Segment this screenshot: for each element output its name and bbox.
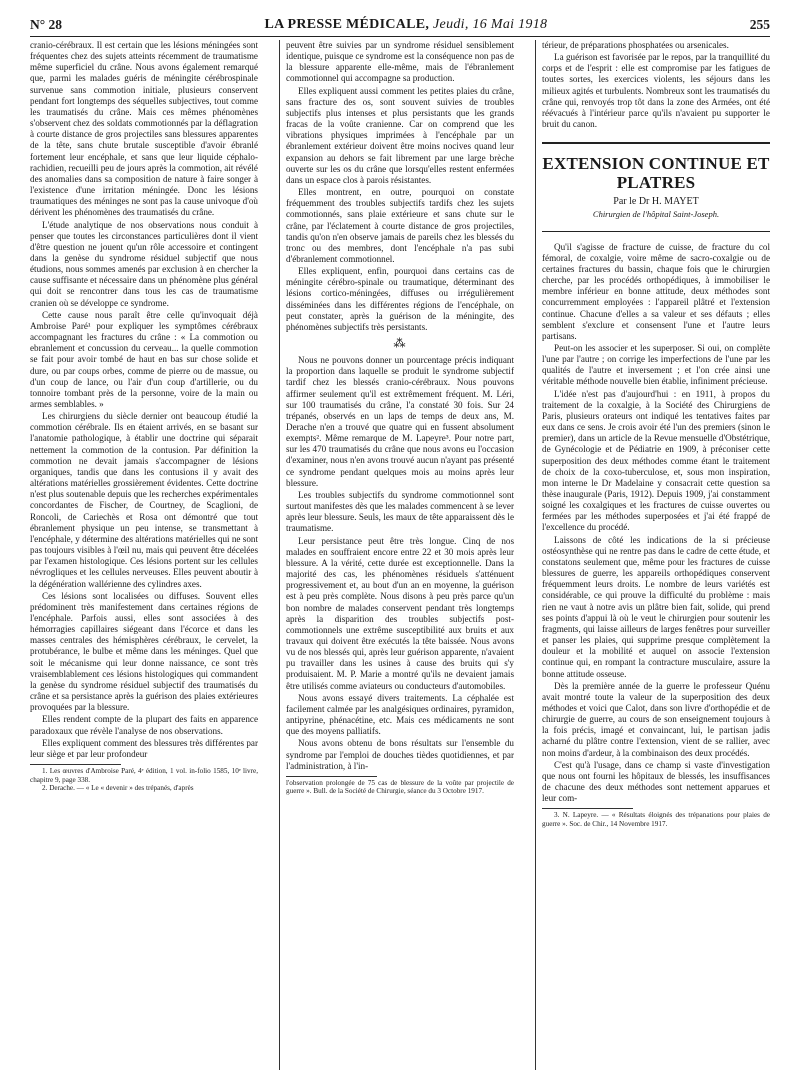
footnote-separator	[30, 764, 121, 765]
paragraph: peuvent être suivies par un syndrome résiduel sensiblement identique, puisque ce syndrome est la conséquence non pas de la blessure apparente elle-même, mais de l'ébranlement commotionnel qui accompagne sa production.	[286, 40, 514, 84]
footnote: 1. Les œuvres d'Ambroise Paré, 4ᵉ édition, 1 vol. in-folio 1585, 10ᵉ livre, chapitre 9, page 338.	[30, 767, 258, 784]
paragraph: Nous avons essayé divers traitements. La céphalée est facilement calmée par les analgésiques ordinaires, pyramidon, antipyrine, phénacétine, etc. Mais ces médicaments ne sont que des moyens palliatifs.	[286, 692, 514, 737]
paragraph: Elles expliquent comment des blessures très différentes par leur siège et par leur profondeur	[30, 737, 258, 759]
journal-name: LA PRESSE MÉDICALE,	[264, 17, 430, 32]
paragraph: L'idée n'est pas d'aujourd'hui : en 1911, à propos du traitement de la coxalgie, à la Société des Chirurgiens de Paris, plusieurs orateurs ont indiqué les tentatives faites par eux dans ce sens. Je crois avoir été l'un des premiers (sinon le premier), dans un article de la Revue mensuelle d'Obstétrique, de Gynécologie et de Pédiatrie en 1909, à préconiser cette superposition des deux méthodes comme étant le traitement de choix de la coxo-tuberculose, et, sous mon inspiration, mon interne le Dr Madelaine y consacrait cette question sa thèse inaugurale (Paris, 1912). Depuis 1909, j'ai constamment soigné les coxalgiques et les fractures de cuisse ouvertes ou fermées par les méthodes superposées et j'ai été frappé de l'excellence du procédé.	[542, 388, 770, 533]
paragraph: Elles rendent compte de la plupart des faits en apparence paradoxaux que révèle l'analyse de nos observations.	[30, 714, 258, 736]
column-3	[542, 40, 770, 1040]
paragraph: La guérison est favorisée par le repos, par la tranquillité du corps et de l'esprit : elle est compromise par les fatigues de toutes sortes, les exercices violents, les séjours dans les milieux agités et turbulents. Nombreux sont les traumatisés du crâne qui, renvoyés trop tôt dans la zone des Armées, ont été réévacués à l'intérieur parce qu'ils n'avaient pu supporter le bruit du canon.	[542, 52, 770, 130]
paragraph: Elles expliquent, enfin, pourquoi dans certains cas de méningite cérébro-spinale ou traumatique, déterminant des lésions cortico-méningées, diffuses ou irrégulièrement disséminées dans les différentes régions de l'encéphale, on peut constater, après la guérison de la méningite, des phénomènes subjectifs très persistants.	[286, 266, 514, 332]
article-author: Par le Dr H. MAYET	[613, 196, 699, 208]
paragraph: L'étude analytique de nos observations nous conduit à penser que toutes les circonstances particulières dont il vient d'être question ne jouent qu'un rôle accessoire et contingent dans la genèse du syndrome résiduel subjectif que nous étudions, nous sommes amenés par exclusion à en chercher la cause suffisante et nécessaire dans un phénomène plus général qui doit se rencontrer dans tous les cas de traumatisme cranien où se développe ce syndrome.	[30, 219, 258, 308]
section-break-asterism: ⁂	[393, 336, 407, 351]
paragraph: Leur persistance peut être très longue. Cinq de nos malades en souffraient encore entre 22 et 30 mois après leur blessure. A la vérité, cette durée est exceptionnelle. Dans la majorité des cas, les phénomènes résiduels s'atténuent progressivement et, au bout d'un an en moyenne, la guérison est à peu près complète. Nous disons à peu près parce qu'un bon nombre de malades conservent pendant très longtemps après la disparition des troubles subjectifs post-commotionnels une extrême susceptibilité aux bruits et aux travaux qui doivent être exécutés la tête baissée. Nous avons vu de nos blessés qui, après leur guérison apparente, n'avaient pu travailler dans les usines à cause des bruits qui s'y produisaient. M. P. Marie a montré qu'ils ne devaient jamais être utilisés comme aviateurs ou conducteurs d'automobiles.	[286, 535, 514, 691]
footnote: 3. N. Lapeyre. — « Résultats éloignés des trépanations pour plaies de guerre ». Soc. de Chir., 14 Novembre 1917.	[542, 811, 770, 828]
paragraph: Nous ne pouvons donner un pourcentage précis indiquant la proportion dans laquelle se produit le syndrome subjectif tardif chez les blessés cranio-cérébraux. Nous pouvons affirmer seulement qu'il est extrêmement fréquent. M. Léri, sur 100 traumatisés du crâne, l'a constaté 30 fois. Sur 24 trépanés, observés en un laps de temps de deux ans, M. Derache n'en a trouvé que quatre qui en fussent absolument exempts². Même remarque de M. Lapeyre³. Pour notre part, sur les 470 traumatisés du crâne que nous avons eu l'occasion d'examiner, nous n'en avons trouvé aucun n'ayant pas présenté ce syndrome pendant quelques mois au moins après leur blessure.	[286, 355, 514, 488]
footnote-separator	[542, 808, 633, 809]
paragraph: térieur, de préparations phosphatées ou arsenicales.	[542, 40, 729, 50]
page-number: 255	[749, 17, 770, 32]
paragraph: Les troubles subjectifs du syndrome commotionnel sont surtout manifestes dès que les malades commencent à se lever après leur blessure. Seuls, les maux de tête apparaissent dès le traumatisme.	[286, 489, 514, 534]
paragraph: Qu'il s'agisse de fracture de cuisse, de fracture du col fémoral, de coxalgie, voire même de sacro-coxalgie ou de certaines fractures du bassin, chaque fois que le chirurgien cherche, par les procédés orthopédiques, à immobiliser le membre inférieur en bonne attitude, deux méthodes sont concurremment employées : l'appareil plâtré et l'extension continue. Chacune d'elles a sa valeur et ses défauts ; elles semblent s'exclure et consensent l'une et l'autre leurs partisans.	[542, 241, 770, 341]
paragraph: Ces lésions sont localisées ou diffuses. Souvent elles prédominent très manifestement dans certaines régions de l'encéphale. Parfois aussi, elles sont associées à des hémorragies capillaires siégeant dans l'écorce et dans les masses centrales des hémisphères cérébraux, le cervelet, la protubérance, le bulbe et même dans les méninges. Quel que soit le mécanisme qui leur donne naissance, ce sont très vraisemblablement ces lésions histologiques qui commandent la genèse du syndrome résiduel subjectif des traumatisés du crâne et sa persistance après la guérison des plaies extérieures provoquées par la blessure.	[30, 590, 258, 713]
paragraph: C'est qu'à l'usage, dans ce champ si vaste d'investigation que nous ont fourni les hôpitaux de blessés, les insuffisances de chacune des deux méthodes sont nettement apparues et leur com-	[542, 759, 770, 804]
article-title: EXTENSION CONTINUE ET PLATRES	[542, 154, 770, 193]
masthead	[264, 17, 547, 33]
column-rule-left	[279, 40, 280, 1070]
paragraph: Peut-on les associer et les superposer. Si oui, on complète l'une par l'autre ; on corrige les imperfections de l'une par les qualités de l'autre et inversement ; et l'on crée ainsi une véritable méthode nouvelle bien établie, infiniment précieuse.	[542, 342, 770, 387]
paragraph: Les chirurgiens du siècle dernier ont beaucoup étudié la commotion cérébrale. Ils en étaient arrivés, en se basant sur l'anatomie pathologique, à établir une doctrine qui séparait nettement la commotion de la contusion. Par définition la commotion ne devait jamais s'accompagner de lésions organiques, tandis que dans les contusions il y avait des altérations matérielles grossièrement évidentes. Cette doctrine n'est plus soutenable depuis que les recherches expérimentales concordantes de Fischer, de Courtney, de Scaglioni, de Roncoli, de Cariechès et Rosa ont démontré que tout ébranlement physique un peu intense, se transmettant à l'encéphale, y détermine des altérations matérielles qui ne sont pas toujours visibles à l'œil nu, mais qui peuvent être décelées par l'examen histologique. Ces lésions portent sur les cellules névrogliques et les cellules nerveuses. Elles peuvent aboutir à la dégénération wallérienne des cylindres axes.	[30, 411, 258, 589]
paragraph: Dès la première année de la guerre le professeur Quénu avait montré toute la valeur de la superposition des deux méthodes et voici que Calot, dans son livre d'orthopédie et de chirurgie de guerre, au cours de son enseignement toujours à la fois précis, imagé et convaincant, lui, le partisan jadis acharné du plâtre contre l'extension, vient de se rallier, avec non moins d'ardeur, à la combinaison des deux procédés.	[542, 680, 770, 758]
article-heading	[542, 142, 770, 231]
column-1	[30, 40, 258, 1040]
issue-number: N° 28	[30, 17, 63, 32]
issue-date: Jeudi, 16 Mai 1918	[433, 17, 548, 32]
paragraph: Cette cause nous paraît être celle qu'invoquait déjà Ambroise Paré¹ pour expliquer les symptômes cérébraux accompagnant les fractures du crâne : « La commotion ou ebranlement et concussion du cerveau... la quelle commotion se fait pour avoir tombé de haut en bas sur chose solide et dure, ou par coups orbes, comme de pierre ou de massue, ou d'un coup de lance, ou l'air d'un coup d'artillerie, ou du tonnoire tombant près de la personne, voire de la main ou armes semblables. »	[30, 309, 258, 409]
page-header	[30, 14, 770, 37]
footnote: 2. Derache. — « Le « devenir » des trépanés, d'après	[42, 784, 194, 793]
paragraph: Elles expliquent aussi comment les petites plaies du crâne, sans fracture des os, sont souvent suivies de troubles subjectifs plus intenses et plus persistants que les grands fracas de la voûte cranienne. Car on comprend que les vibrations physiques imprimées à l'encéphale par un ébranlement extérieur doivent être moins nocives quand leur expansion au dehors se fait librement par une large brèche ouverte sur les os du crâne que lorsqu'elles restent enfermées dans un espace clos à parois résistantes.	[286, 85, 514, 185]
footnote-separator	[286, 776, 377, 777]
paragraph: Elles montrent, en outre, pourquoi on constate fréquemment des troubles subjectifs tardifs chez les sujets commotionnés, sans plaie extérieure et sans chute sur le crâne, par l'éclatement à courte distance de gros projectiles, tandis qu'on n'en observe jamais de pareils chez les blessés du tronc ou des membres, dont l'encéphale n'a pas subi d'ébranlement commotionnel.	[286, 187, 514, 264]
column-rule-right	[535, 40, 536, 1070]
footnote: l'observation prolongée de 75 cas de blessure de la voûte par projectile de guerre ». Bull. de la Société de Chirurgie, séance du 3 Octobre 1917.	[286, 778, 514, 796]
paragraph: Nous avons obtenu de bons résultats sur l'ensemble du syndrome par l'emploi de douches tièdes quotidiennes, et par l'administration, à l'in-	[286, 738, 514, 771]
article-author-role: Chirurgien de l'hôpital Saint-Joseph.	[592, 209, 720, 220]
column-2	[286, 40, 514, 1040]
paragraph: Laissons de côté les indications de la si précieuse ostéosynthèse qui ne rentre pas dans le cadre de cette étude, et constatons seulement que, même pour les fractures de cuisse blessures de guerre, les appareils orthopédiques conservent fréquemment leurs droits. Le nombre de leurs variétés est considérable, ce qui prouve la difficulté du problème : mais rien ne vaut à notre avis un plâtre bien fait, solide, qui prend ses points d'appui là où le veut le chirurgien pour soutenir les fragments, qui laisse ailleurs de larges fenêtres pour surveiller et panser les plaies, qui supprime presque complètement la douleur et la mobilité et auquel on associe l'extension continue qui, en rompant la contracture musculaire, assure la bonne attitude osseuse.	[542, 534, 770, 679]
paragraph: cranio-cérébraux. Il est certain que les lésions méningées sont fréquentes chez des sujets atteints récemment de traumatisme même superficiel du crâne. Nous avons également remarqué que, parmi les malades guéris de méningite cérébrospinale survenue sans commotion initiale, plusieurs conservent pendant fort longtemps des séquelles subjectives, tout comme les traumatisés du crâne. Mais ces mêmes phénomènes s'observent chez des soldats commotionnés par la déflagration à courte distance de gros projectiles sans blessures apparentes de la tête, sans chute brutale susceptible d'avoir ébranlé fortement leur encéphale, et sans que leur liquide céphalo-rachidien, recueilli peu de jours après la commotion, ait révélé des anomalies dans sa composition de nature à faire songer à l'existence d'une irritation méningée. Donc les lésions traumatiques des méninges ne sont pas la cause univoque d'où dérivent les phénomènes des traumatisés du crâne.	[30, 40, 258, 218]
